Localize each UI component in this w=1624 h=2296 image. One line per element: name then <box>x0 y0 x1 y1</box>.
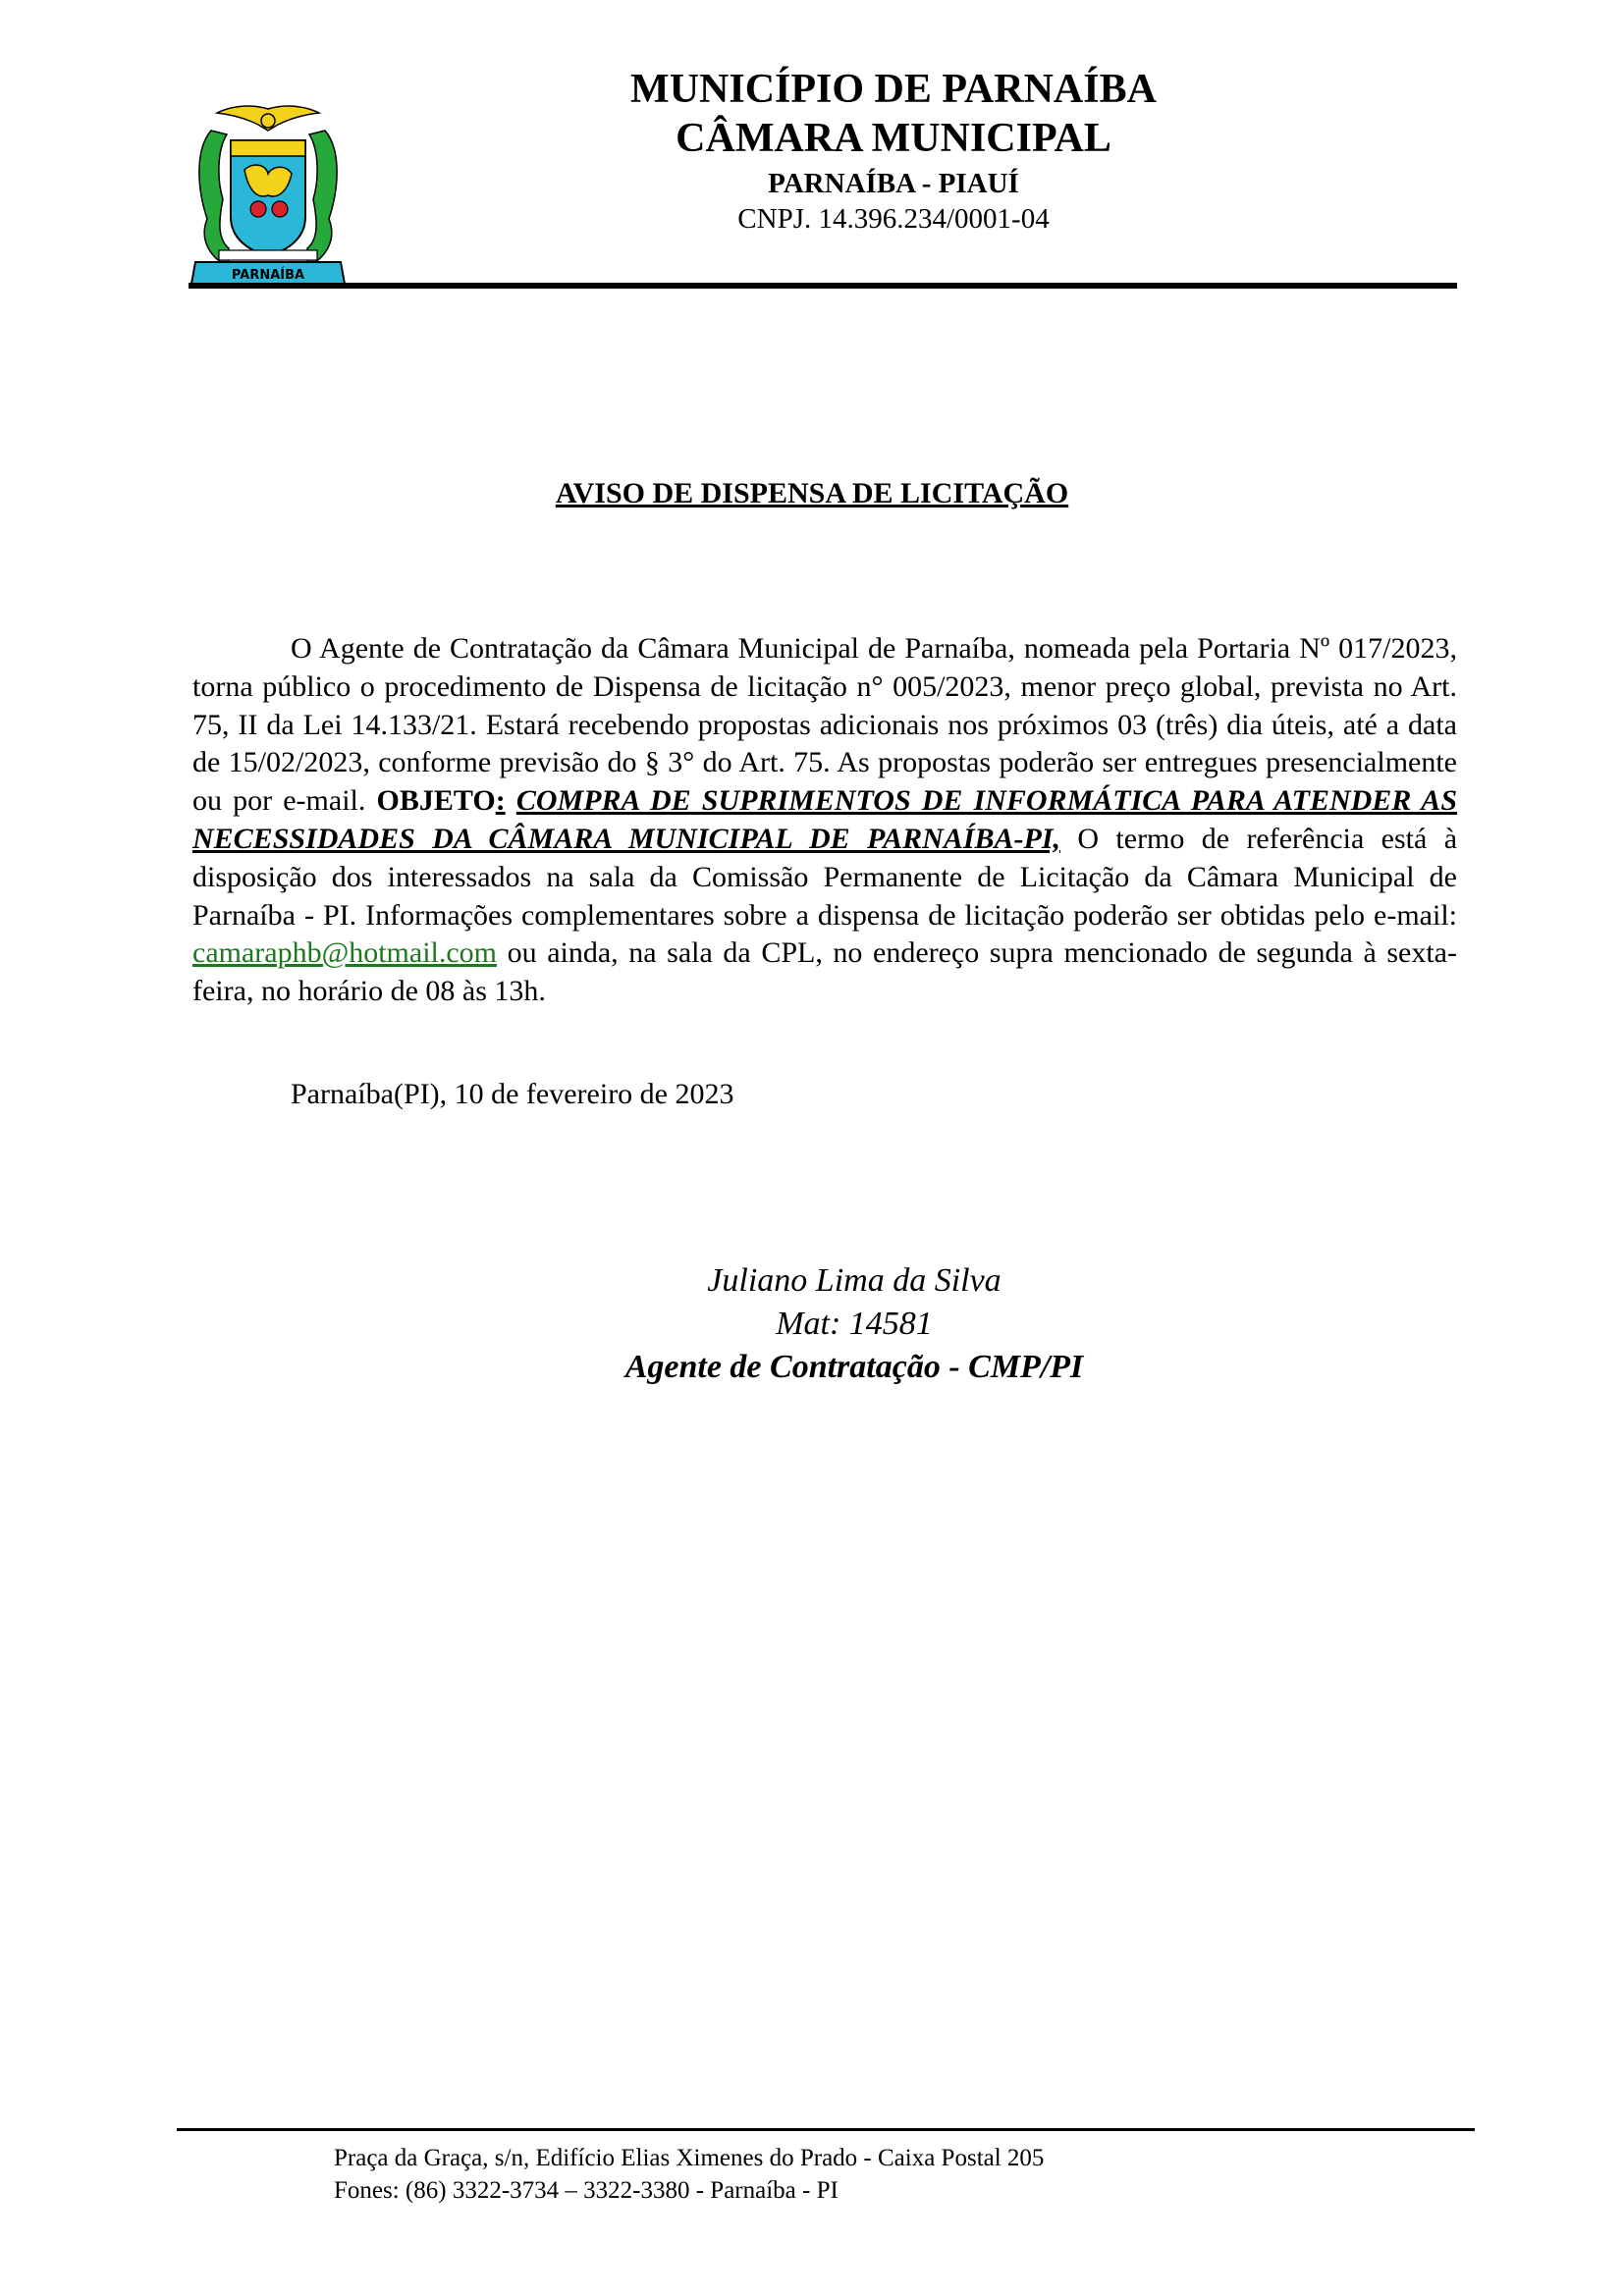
body-part3: ou ainda, na sala da CPL, no endereço supra mencionado de segunda à sexta-feira, no horário de 08 às 13h. <box>192 936 1457 1008</box>
objeto-text: COMPRA DE SUPRIMENTOS DE INFORMÁTICA PARA ATENDER AS NECESSIDADES DA CÂMARA MUNICIPAL DE PARNAÍBA-PI, <box>192 784 1458 855</box>
body-part2: O termo de referência está à disposição dos interessados na sala da Comissão Permanente de Licitação da Câmara Municipal de Parnaíba - PI. Informações complementares sobre a dispensa de licitação poderão ser obtidas pelo e-mail: <box>192 822 1458 932</box>
document-title: AVISO DE DISPENSA DE LICITAÇÃO <box>555 477 1069 509</box>
footer-address: Praça da Graça, s/n, Edifício Elias Ximenes do Prado - Caixa Postal 205 <box>334 2145 1045 2171</box>
body-part1: O Agente de Contratação da Câmara Municipal de Parnaíba, nomeada pela Portaria Nº 017/2023, torna público o procedimento de Dispensa de licitação n° 005/2023, menor preço global, prevista no Art. 75, II da Lei 14.133/21. Estará recebendo propostas adicionais nos próximos 03 (três) dia úteis, até a data de 15/02/2023, conforme previsão do § 3° do Art. 75. As propostas poderão ser entregues presencialmente ou por e-mail. <box>192 632 1457 818</box>
objeto-label: OBJETO <box>376 784 496 818</box>
signature-role: Agente de Contratação - CMP/PI <box>624 1349 1084 1385</box>
objeto-colon: : <box>495 784 506 818</box>
header-city-state: PARNAÍBA - PIAUÍ <box>768 168 1019 199</box>
email-link[interactable]: camaraphb@hotmail.com <box>192 936 498 970</box>
header-cnpj: CNPJ. 14.396.234/0001-04 <box>737 203 1050 235</box>
banner-text: PARNAÍBA <box>231 268 305 283</box>
header-chamber: CÂMARA MUNICIPAL <box>676 116 1111 161</box>
footer-phones: Fones: (86) 3322-3734 – 3322-3380 - Parnaíba - PI <box>334 2177 839 2204</box>
date-line: Parnaíba(PI), 10 de fevereiro de 2023 <box>291 1078 734 1110</box>
signature-registration: Mat: 14581 <box>776 1306 933 1342</box>
body-paragraph <box>192 630 1457 1011</box>
coat-of-arms-logo <box>189 101 347 288</box>
header-divider <box>189 283 1457 289</box>
signature-name: Juliano Lima da Silva <box>707 1262 1001 1299</box>
header-municipality: MUNICÍPIO DE PARNAÍBA <box>630 67 1157 112</box>
footer-divider <box>177 2128 1475 2131</box>
